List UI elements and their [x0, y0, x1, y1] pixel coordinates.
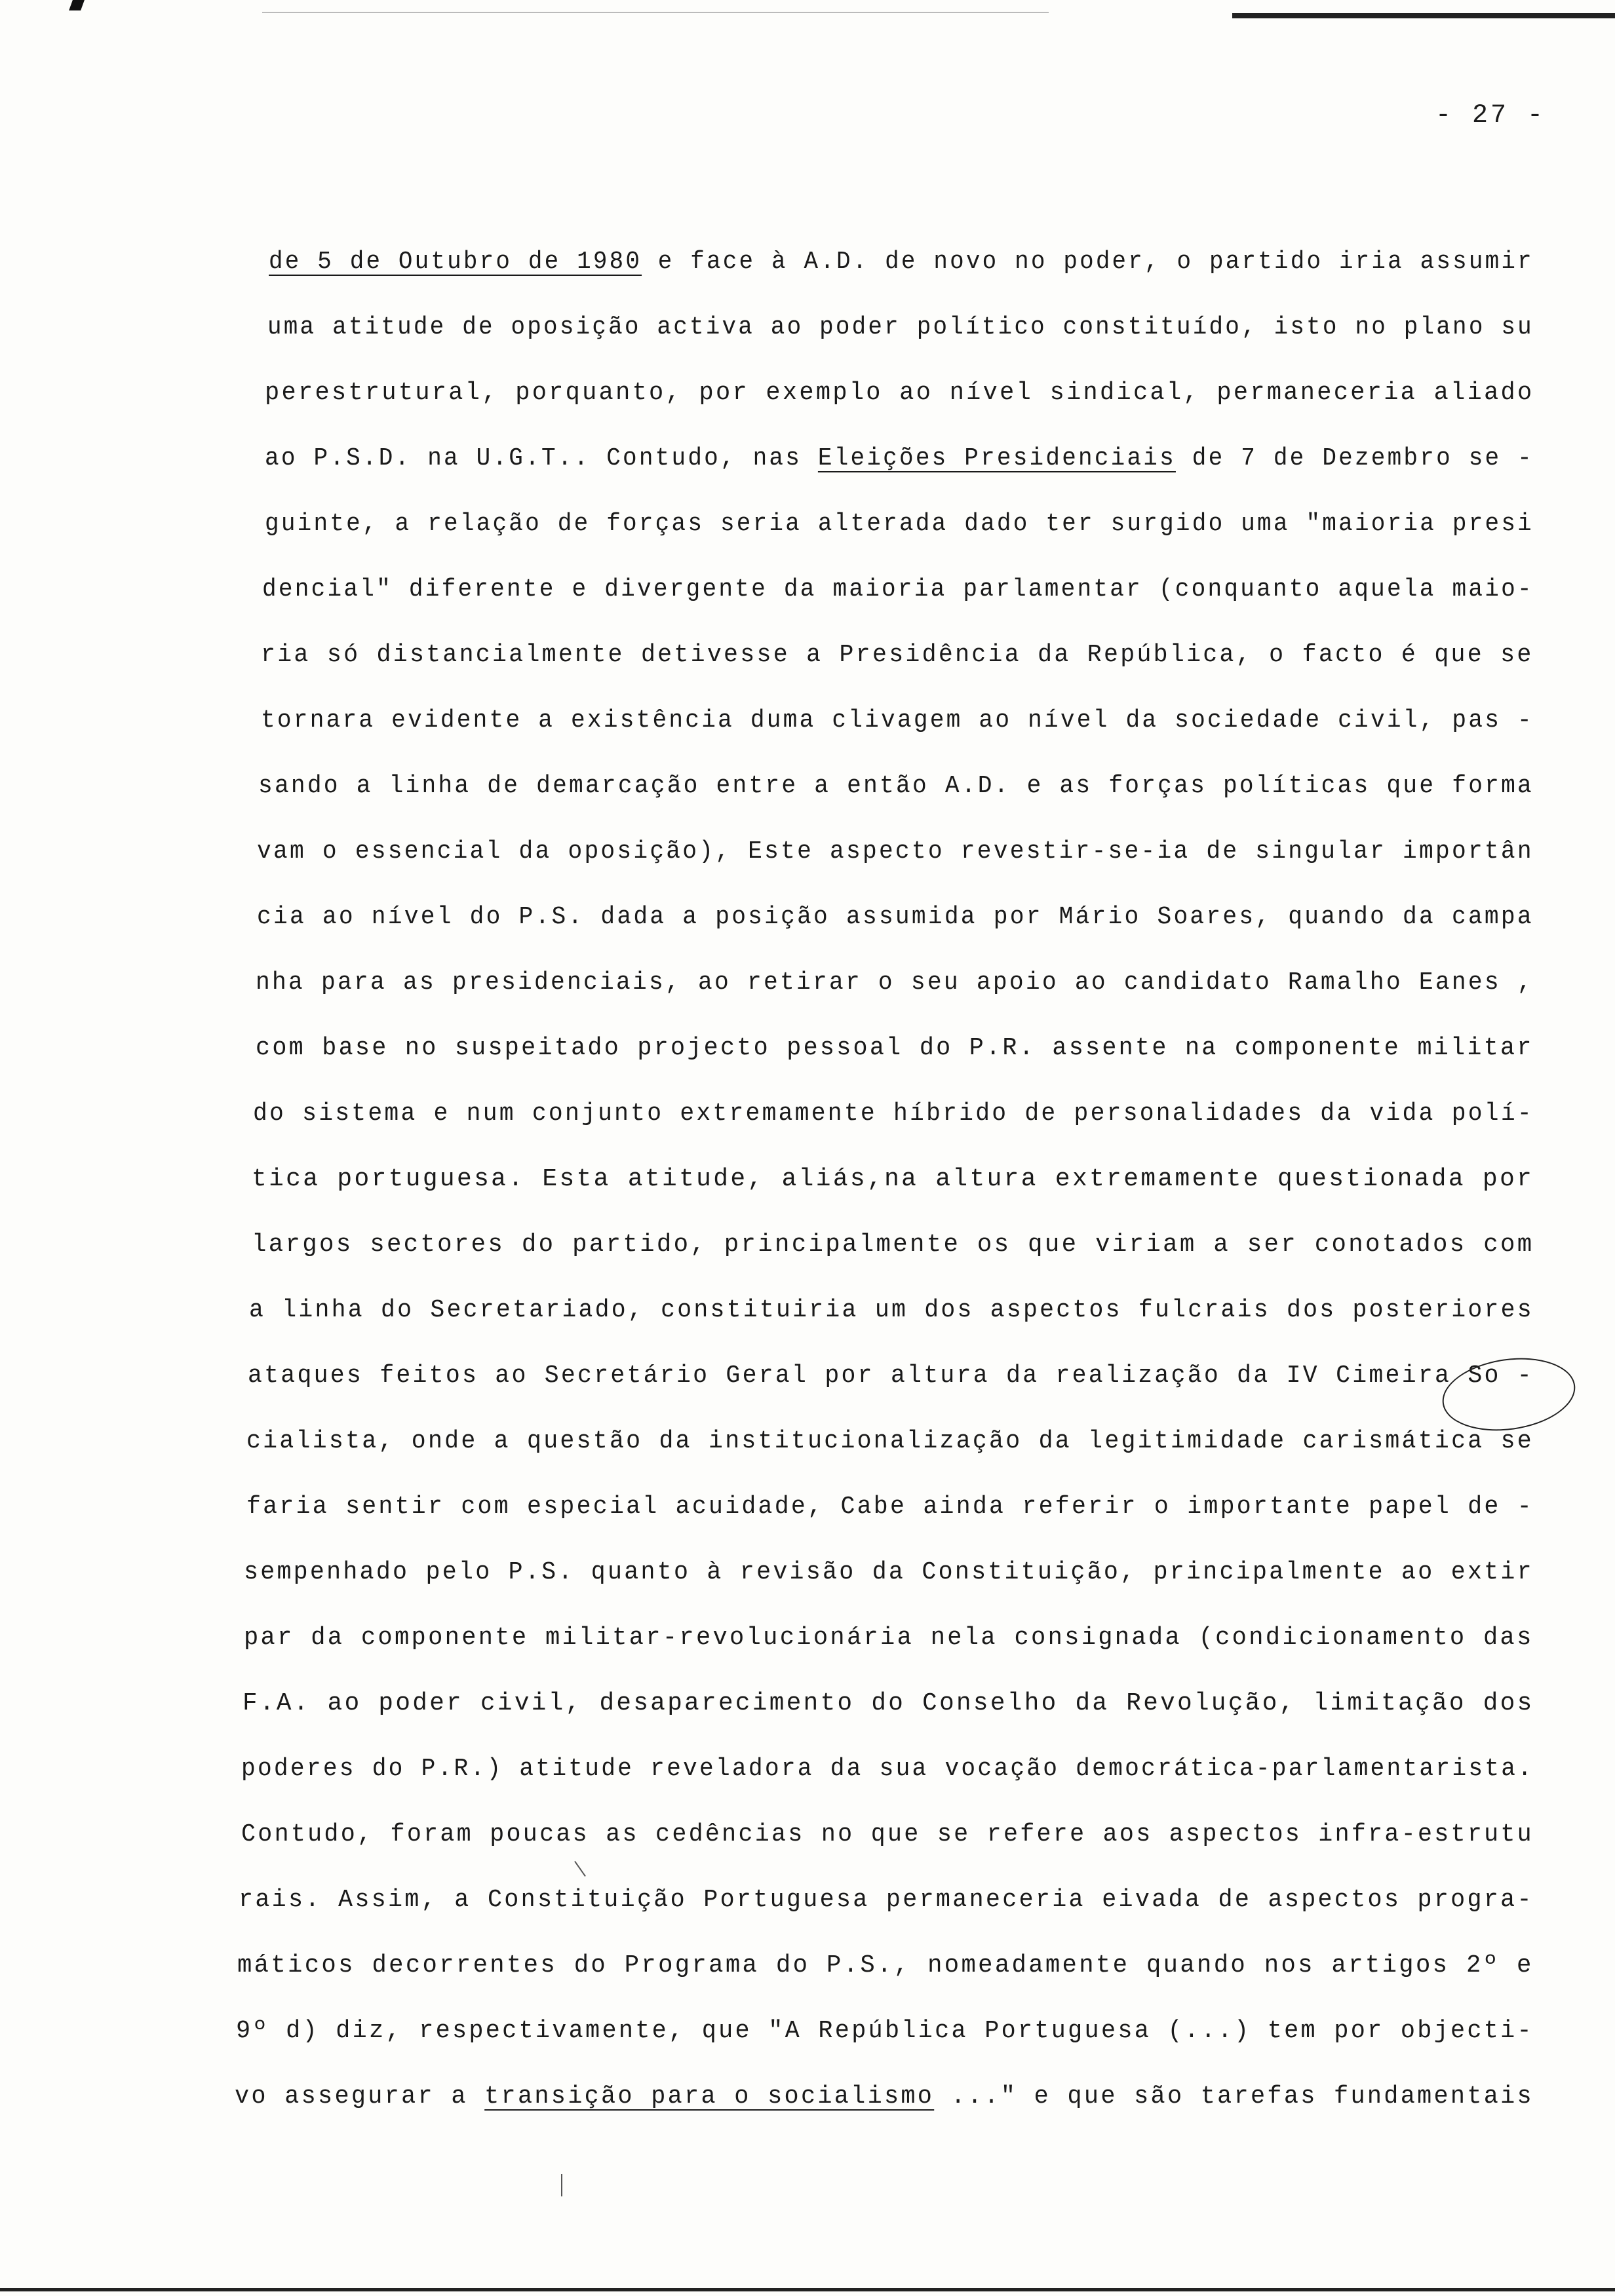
text-line: [246, 1427, 1534, 1455]
text-line: [237, 1951, 1534, 1980]
line-text: tornara evidente a existência duma clivagem ao nível da sociedade civil, pas -: [261, 706, 1534, 735]
text-line: [241, 1755, 1534, 1783]
text-line: [243, 1689, 1534, 1717]
underlined-text: Eleições Presidenciais: [817, 444, 1176, 472]
line-text: vo assegurar a: [235, 2082, 485, 2111]
line-text: 9º d) diz, respectivamente, que "A República Portuguesa (...) tem por objecti-: [236, 2017, 1534, 2045]
line-text: tica portuguesa. Esta atitude, aliás,na altura extremamente questionada por: [252, 1165, 1534, 1193]
text-line: [241, 1820, 1534, 1848]
line-text: máticos decorrentes do Programa do P.S., nomeadamente quando nos artigos 2º e: [237, 1951, 1534, 1980]
text-line: [252, 1165, 1534, 1193]
line-text: sando a linha de demarcação entre a então A.D. e as forças políticas que forma: [258, 772, 1534, 800]
line-text: de 7 de Dezembro se -: [1175, 444, 1534, 472]
text-line: [262, 575, 1534, 603]
line-text: cia ao nível do P.S. dada a posição assumida por Mário Soares, quando da campa: [257, 903, 1534, 931]
scan-edge-top-faint: [262, 12, 1049, 13]
text-line: [248, 1362, 1534, 1390]
text-line: [265, 510, 1534, 538]
pen-stroke-mark: [561, 2174, 562, 2196]
text-line: [258, 772, 1534, 800]
line-text: nha para as presidenciais, ao retirar o seu apoio ao candidato Ramalho Eanes ,: [256, 968, 1534, 997]
line-text: cialista, onde a questão da institucionalização da legitimidade carismática se: [246, 1427, 1534, 1455]
pen-stroke-mark: [574, 1861, 586, 1877]
line-text: ..." e que são tarefas fundamentais: [934, 2082, 1534, 2111]
line-text: sempenhado pelo P.S. quanto à revisão da Constituição, principalmente ao extir: [244, 1558, 1534, 1586]
line-text: vam o essencial da oposição), Este aspecto revestir-se-ia de singular importân: [257, 837, 1534, 866]
line-text: ataques feitos ao Secretário Geral por altura da realização da IV Cimeira So -: [248, 1362, 1534, 1390]
text-line: [246, 1493, 1534, 1521]
line-text: faria sentir com especial acuidade, Cabe ainda referir o importante papel de -: [246, 1493, 1534, 1521]
text-line: [261, 641, 1534, 669]
text-line: [239, 1886, 1534, 1914]
scan-edge-bottom: [0, 2288, 1615, 2291]
line-text: guinte, a relação de forças seria alterada dado ter surgido uma "maioria presi: [265, 510, 1534, 538]
underlined-text: transição para o socialismo: [484, 2082, 935, 2111]
line-text: uma atitude de oposição activa ao poder político constituído, isto no plano su: [267, 313, 1534, 341]
text-line: [244, 1558, 1534, 1586]
line-text: Contudo, foram poucas as cedências no que se refere aos aspectos infra-estrutu: [241, 1820, 1534, 1848]
line-text: e face à A.D. de novo no poder, o partido iria assumir: [642, 248, 1534, 276]
text-line: [261, 706, 1534, 735]
text-line: [265, 379, 1534, 407]
page-number: - 27 -: [1435, 101, 1546, 130]
text-line: [256, 968, 1534, 997]
line-text: ao P.S.D. na U.G.T.. Contudo, nas: [265, 444, 818, 472]
text-line: [235, 2082, 1534, 2111]
scan-edge-top: [1232, 13, 1615, 18]
staple-mark: [69, 0, 85, 10]
text-line: [236, 2017, 1534, 2045]
line-text: par da componente militar-revolucionária nela consignada (condicionamento das: [244, 1624, 1534, 1652]
line-text: dencial" diferente e divergente da maioria parlamentar (conquanto aquela maio-: [262, 575, 1534, 603]
line-text: largos sectores do partido, principalmente os que viriam a ser conotados com: [252, 1231, 1534, 1259]
text-line: [249, 1296, 1534, 1324]
line-text: a linha do Secretariado, constituiria um dos aspectos fulcrais dos posteriores: [249, 1296, 1534, 1324]
line-text: rais. Assim, a Constituição Portuguesa permaneceria eivada de aspectos progra-: [239, 1886, 1534, 1914]
line-text: com base no suspeitado projecto pessoal do P.R. assente na componente militar: [256, 1034, 1534, 1062]
line-text: F.A. ao poder civil, desaparecimento do Conselho da Revolução, limitação dos: [243, 1689, 1534, 1717]
line-text: do sistema e num conjunto extremamente híbrido de personalidades da vida polí-: [253, 1100, 1534, 1128]
text-line: [257, 903, 1534, 931]
line-text: poderes do P.R.) atitude reveladora da sua vocação democrática-parlamentarista.: [241, 1755, 1534, 1783]
line-text: perestrutural, porquanto, por exemplo ao nível sindical, permaneceria aliado: [265, 379, 1534, 407]
text-line: [267, 313, 1534, 341]
text-line: [253, 1100, 1534, 1128]
underlined-text: de 5 de Outubro de 1980: [269, 248, 642, 276]
text-line: [252, 1231, 1534, 1259]
text-line: [257, 837, 1534, 866]
text-line: [244, 1624, 1534, 1652]
text-line: [269, 248, 1534, 276]
text-line: [265, 444, 1534, 472]
text-line: [256, 1034, 1534, 1062]
line-text: ria só distancialmente detivesse a Presidência da República, o facto é que se: [261, 641, 1534, 669]
